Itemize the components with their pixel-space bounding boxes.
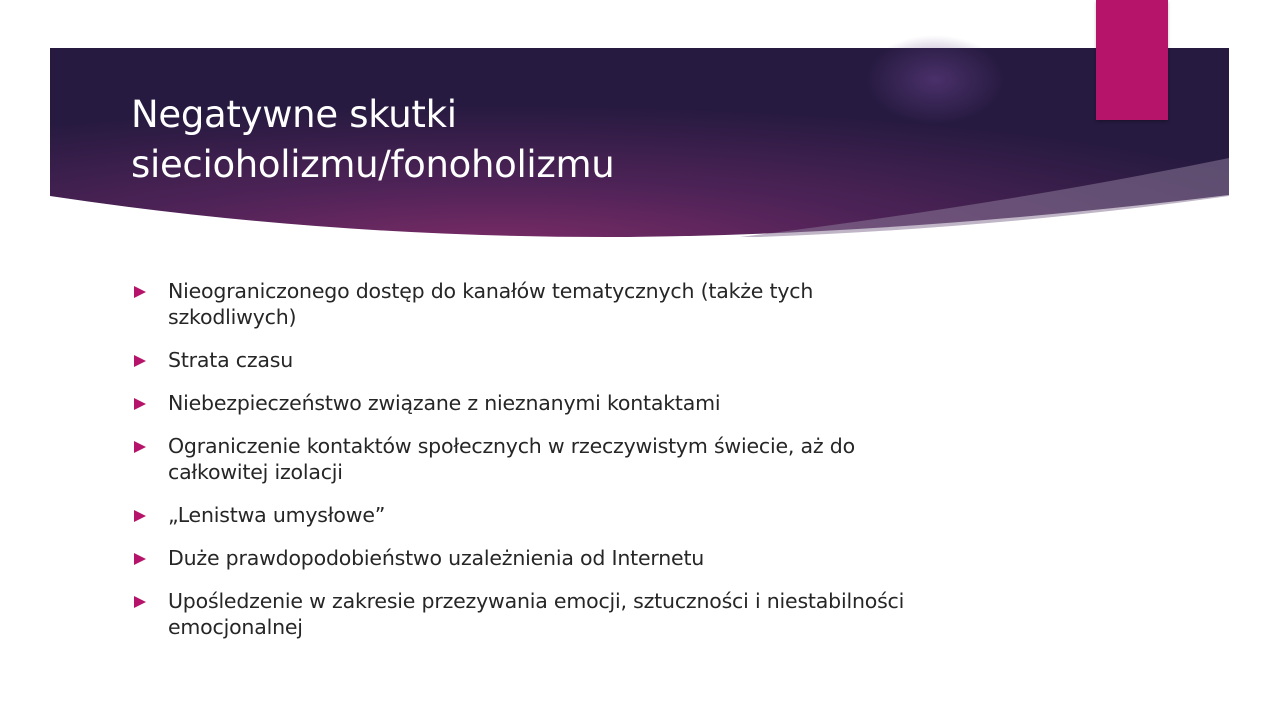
bullet-item [132, 545, 1032, 571]
title-line-2: siecioholizmu/fonoholizmu [131, 143, 615, 186]
triangle-right-icon [134, 596, 146, 608]
bullet-item [132, 347, 1032, 373]
triangle-right-icon [134, 398, 146, 410]
title-line-1: Negatywne skutki [131, 93, 457, 136]
triangle-right-icon [134, 355, 146, 367]
bullet-text-cont: emocjonalnej [168, 615, 303, 639]
slide-title [131, 90, 1031, 190]
bullet-text: „Lenistwa umysłowe” [168, 503, 386, 527]
accent-tab [1096, 0, 1168, 120]
bullet-item [132, 433, 1032, 485]
bullet-list [132, 278, 1032, 657]
bullet-text-cont: całkowitej izolacji [168, 460, 343, 484]
bullet-text: Strata czasu [168, 348, 294, 372]
bullet-item [132, 390, 1032, 416]
bullet-text-cont: szkodliwych) [168, 305, 297, 329]
bullet-item [132, 502, 1032, 528]
bullet-text: Nieograniczonego dostęp do kanałów tematycznych (także tych [168, 279, 814, 303]
triangle-right-icon [134, 553, 146, 565]
bullet-text: Upośledzenie w zakresie przezywania emocji, sztuczności i niestabilności [168, 589, 905, 613]
bullet-text: Niebezpieczeństwo związane z nieznanymi kontaktami [168, 391, 721, 415]
bullet-item [132, 278, 1032, 330]
triangle-right-icon [134, 286, 146, 298]
bullet-text: Duże prawdopodobieństwo uzależnienia od Internetu [168, 546, 705, 570]
bullet-text: Ograniczenie kontaktów społecznych w rzeczywistym świecie, aż do [168, 434, 855, 458]
triangle-right-icon [134, 441, 146, 453]
triangle-right-icon [134, 510, 146, 522]
bullet-item [132, 588, 1032, 640]
